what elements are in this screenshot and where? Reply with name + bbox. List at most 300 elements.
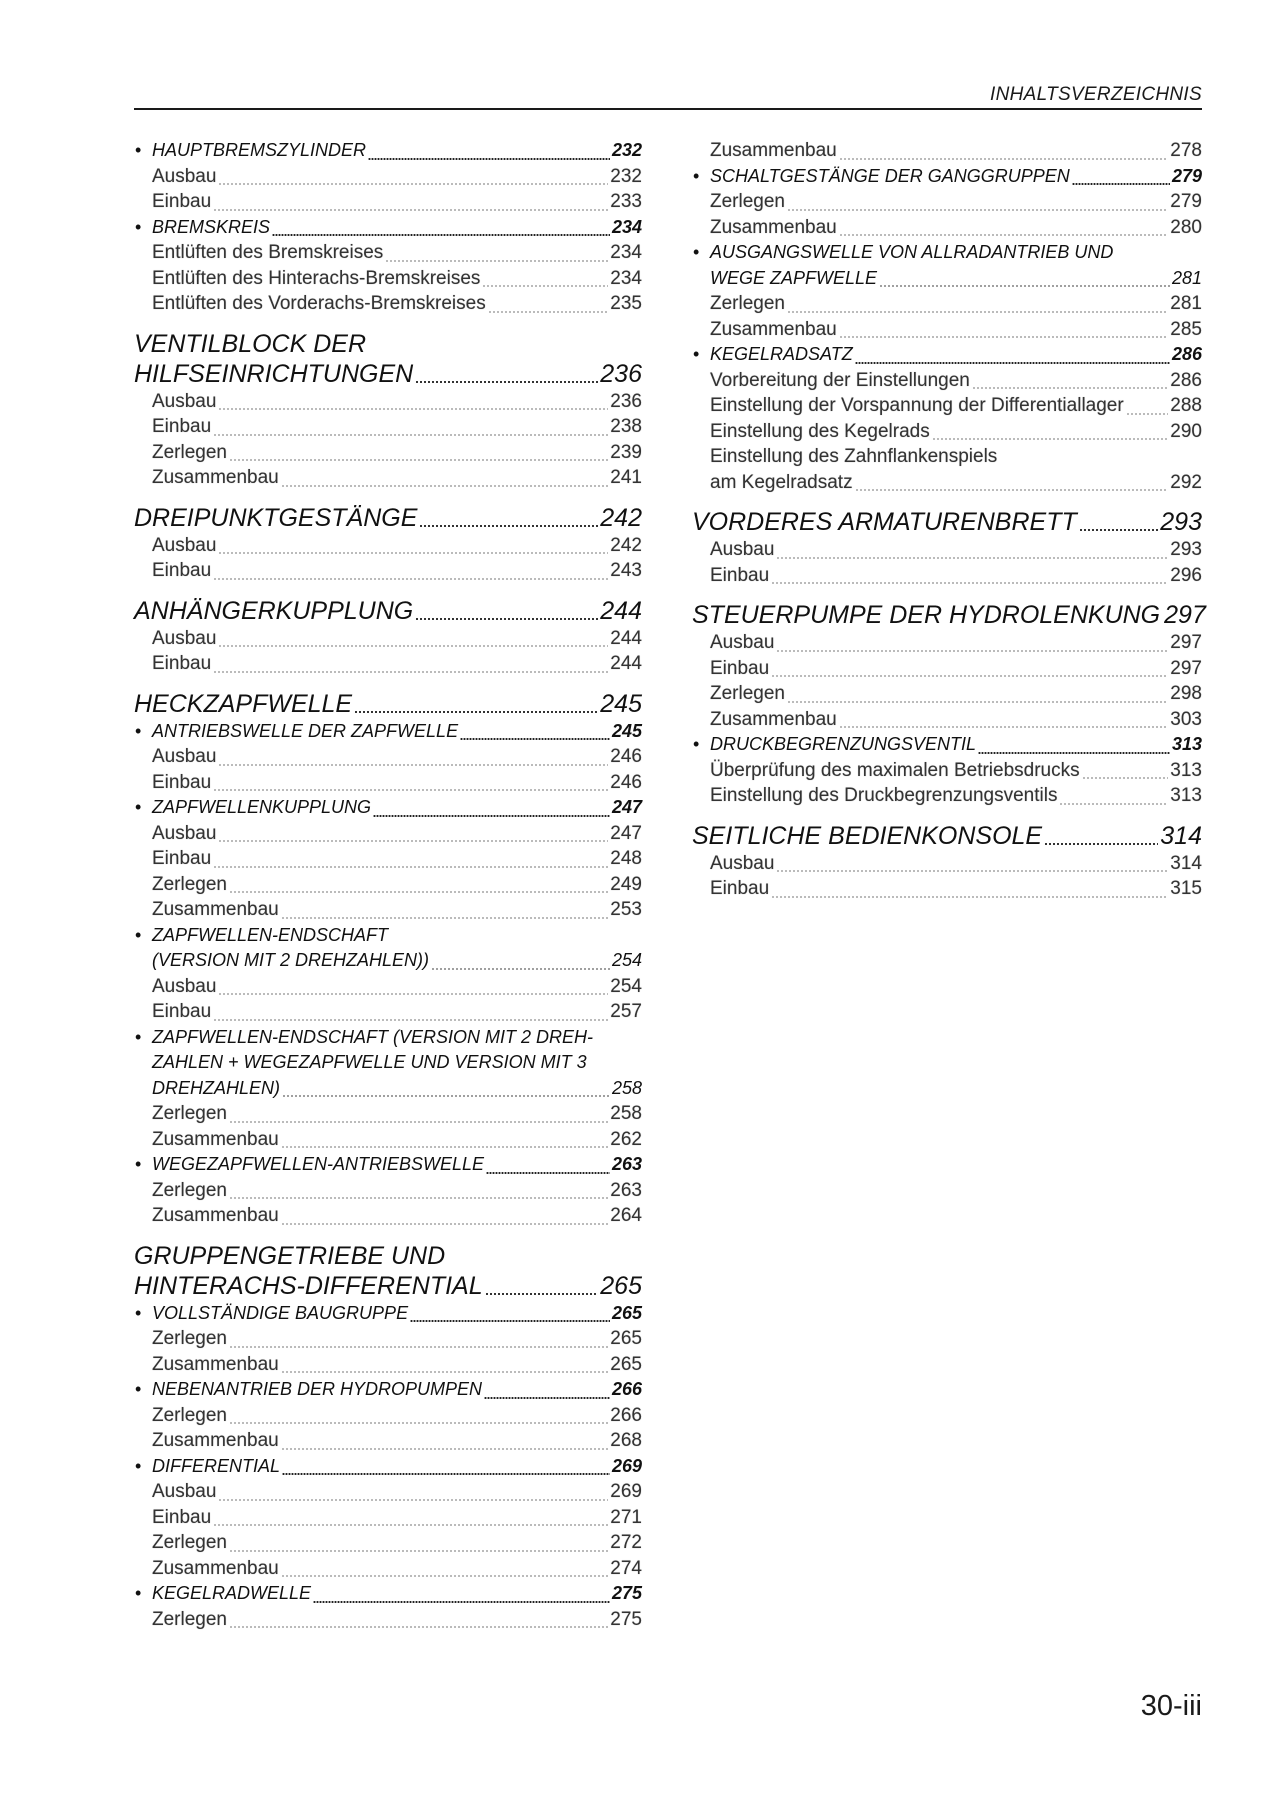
- toc-entry-title: Einbau: [710, 564, 770, 586]
- toc-entry-title: Überprüfung des maximalen Betriebsdrucks: [710, 759, 1080, 781]
- toc-entry-title: • BREMSKREIS: [152, 216, 271, 237]
- toc-subentry: [692, 189, 1202, 215]
- dot-leader: [1082, 777, 1169, 779]
- toc-entry-title: Zerlegen: [152, 1532, 227, 1553]
- toc-entry-title: Zerlegen: [152, 1103, 227, 1124]
- toc-bullet-entry: [692, 732, 1202, 758]
- toc-subentry: [134, 846, 642, 872]
- toc-page-number: 286: [1171, 344, 1202, 364]
- toc-page-number: 269: [610, 1481, 642, 1502]
- toc-page-number: 241: [610, 467, 642, 488]
- toc-page-number: 315: [1170, 878, 1202, 899]
- toc-entry-title: Entlüften des Hinterachs-Bremskreises: [152, 267, 481, 289]
- toc-page-number: 244: [610, 653, 642, 674]
- toc-page-number: 303: [1170, 708, 1202, 730]
- toc-page-number: 239: [610, 441, 642, 463]
- dot-leader: [776, 650, 1168, 652]
- toc-entry-title: Einbau: [710, 657, 770, 679]
- toc-page-number: 281: [1170, 293, 1202, 314]
- dot-leader: [839, 234, 1169, 236]
- toc-entry-title: Einbau: [152, 191, 212, 212]
- toc-page-number: 272: [610, 1532, 642, 1553]
- dot-leader: [229, 1550, 608, 1552]
- toc-entry-title: Zusammenbau: [152, 899, 279, 920]
- toc-subentry-line: [692, 444, 1202, 470]
- toc-subentry: [692, 630, 1202, 656]
- dot-leader: [272, 234, 610, 236]
- toc-section-heading-line: [134, 329, 642, 359]
- toc-entry-title: WEGE ZAPFWELLE: [710, 267, 878, 288]
- toc-subentry: [692, 656, 1202, 682]
- dot-leader: [354, 711, 598, 713]
- toc-subentry: [134, 1479, 642, 1505]
- toc-page-number: 269: [611, 1455, 642, 1476]
- toc-entry-title: Ausbau: [152, 627, 217, 649]
- toc-page-number: 258: [611, 1077, 642, 1098]
- toc-section-heading-line: [134, 1241, 642, 1271]
- dot-leader: [368, 158, 610, 160]
- toc-page-number: 236: [600, 359, 642, 388]
- toc-subentry: [134, 465, 642, 491]
- toc-entry-title: Entlüften des Bremskreises: [152, 242, 384, 263]
- toc-subentry: [134, 533, 642, 559]
- toc-page-number: 232: [610, 165, 642, 187]
- toc-page-number: 275: [611, 1583, 642, 1603]
- toc-page-number: 233: [610, 191, 642, 212]
- toc-entry-title: VORDERES ARMATURENBRETT: [692, 508, 1077, 536]
- toc-entry-title: Ausbau: [152, 390, 217, 412]
- toc-page-number: 279: [1170, 191, 1202, 212]
- toc-entry-title: STEUERPUMPE DER HYDROLENKUNG: [692, 601, 1161, 629]
- dot-leader: [218, 183, 608, 185]
- toc-page-number: 279: [1171, 165, 1202, 186]
- toc-section-heading: [134, 596, 642, 626]
- dot-leader: [1126, 413, 1169, 415]
- toc-subentry: [692, 368, 1202, 394]
- toc-page-number: 285: [1170, 318, 1202, 340]
- toc-subentry: [134, 414, 642, 440]
- toc-subentry: [692, 537, 1202, 563]
- toc-page-number: 246: [610, 746, 642, 767]
- toc-page-number: 263: [611, 1154, 642, 1174]
- dot-leader: [229, 1346, 608, 1348]
- dot-leader: [282, 1473, 610, 1475]
- toc-bullet-entry: [134, 1581, 642, 1607]
- dot-leader: [281, 917, 609, 919]
- dot-leader: [229, 459, 608, 461]
- toc-subentry: [134, 266, 642, 292]
- toc-subentry: [692, 470, 1202, 496]
- dot-leader: [229, 1422, 608, 1424]
- toc-subentry: [134, 291, 642, 317]
- toc-entry-title: Zusammenbau: [152, 1128, 279, 1150]
- dot-leader: [281, 1146, 609, 1148]
- toc-entry-title: Ausbau: [710, 539, 775, 560]
- toc-entry-title: DREHZAHLEN): [152, 1077, 281, 1098]
- dot-leader: [218, 993, 608, 995]
- dot-leader: [488, 311, 609, 313]
- toc-entry-title: Einbau: [152, 771, 212, 793]
- toc-subentry: [134, 770, 642, 796]
- toc-entry-title: • DIFFERENTIAL: [152, 1455, 281, 1476]
- toc-page-number: 293: [1160, 508, 1202, 536]
- toc-page-number: 265: [600, 1271, 642, 1300]
- dot-leader: [787, 701, 1168, 703]
- toc-bullet-entry: [134, 1301, 642, 1327]
- toc-entry-title: Einbau: [152, 1506, 212, 1528]
- dot-leader: [213, 578, 608, 580]
- dot-leader: [218, 764, 608, 766]
- dot-leader: [213, 671, 608, 673]
- toc-entry-title: Einbau: [152, 1001, 212, 1022]
- toc-subentry: [134, 1607, 642, 1633]
- dot-leader: [839, 158, 1169, 160]
- toc-section-heading: [134, 689, 642, 719]
- toc-entry-title: ZAPFWELLEN-ENDSCHAFT (VERSION MIT 2 DREH-: [152, 1026, 594, 1047]
- dot-leader: [281, 1371, 609, 1373]
- dot-leader: [776, 557, 1168, 559]
- toc-entry-title: Einbau: [152, 416, 212, 437]
- toc-entry-title: • ZAPFWELLENKUPPLUNG: [152, 797, 372, 817]
- toc-subentry: [692, 563, 1202, 589]
- dot-leader: [485, 1293, 599, 1295]
- toc-bullet-entry: [134, 1152, 642, 1178]
- toc-entry-title: Einbau: [152, 848, 212, 869]
- dot-leader: [932, 438, 1169, 440]
- toc-entry-title: Zusammenbau: [152, 1430, 279, 1451]
- dot-leader: [282, 1095, 610, 1097]
- dot-leader: [484, 1397, 610, 1399]
- running-header: INHALTSVERZEICHNIS: [990, 84, 1202, 105]
- toc-entry-title: Zusammenbau: [152, 1353, 279, 1375]
- toc-subentry: [134, 1403, 642, 1429]
- toc-page-number: 313: [1171, 734, 1202, 754]
- toc-entry-title: ANHÄNGERKUPPLUNG: [134, 596, 414, 625]
- toc-page-number: 246: [610, 771, 642, 793]
- toc-bullet-entry-line: [134, 923, 642, 949]
- toc-bullet-entry-cont: [692, 266, 1202, 292]
- toc-page-number: 243: [610, 560, 642, 581]
- toc-section-heading: [692, 600, 1206, 630]
- dot-leader: [218, 1499, 608, 1501]
- dot-leader: [229, 1121, 608, 1123]
- toc-subentry: [692, 291, 1202, 317]
- toc-subentry: [134, 651, 642, 677]
- dot-leader: [415, 381, 598, 383]
- toc-entry-title: SEITLICHE BEDIENKONSOLE: [692, 821, 1043, 850]
- toc-subentry: [692, 138, 1202, 164]
- toc-entry-title: • WEGEZAPFWELLEN-ANTRIEBSWELLE: [152, 1154, 485, 1174]
- toc-entry-title: VENTILBLOCK DER: [134, 329, 367, 358]
- dot-leader: [839, 726, 1169, 728]
- toc-page-number: 263: [610, 1179, 642, 1201]
- dot-leader: [218, 552, 608, 554]
- toc-entry-title: Ausbau: [152, 975, 217, 997]
- toc-entry-title: • SCHALTGESTÄNGE DER GANGGRUPPEN: [710, 165, 1070, 186]
- toc-bullet-entry: [692, 342, 1202, 368]
- toc-section-heading: [134, 359, 642, 389]
- toc-bullet-entry: [134, 1454, 642, 1480]
- toc-entry-title: GRUPPENGETRIEBE UND: [134, 1241, 446, 1270]
- toc-entry-title: Zusammenbau: [710, 216, 837, 238]
- toc-page-number: 242: [610, 534, 642, 556]
- dot-leader: [229, 1197, 608, 1199]
- toc-entry-title: Zerlegen: [152, 1404, 227, 1426]
- toc-page-number: 275: [610, 1608, 642, 1630]
- toc-page-number: 271: [610, 1506, 642, 1528]
- toc-page-number: 268: [610, 1430, 642, 1451]
- toc-page-number: 245: [611, 720, 642, 741]
- toc-subentry: [692, 393, 1202, 419]
- toc-entry-title: Ausbau: [152, 746, 217, 767]
- toc-entry-title: Ausbau: [152, 165, 217, 187]
- toc-entry-title: Entlüften des Vorderachs-Bremskreises: [152, 293, 486, 314]
- toc-entry-title: HILFSEINRICHTUNGEN: [134, 359, 414, 388]
- dot-leader: [385, 260, 608, 262]
- toc-entry-title: Zerlegen: [152, 1179, 227, 1201]
- dot-leader: [281, 1448, 609, 1450]
- toc-entry-title: Ausbau: [152, 822, 217, 844]
- toc-bullet-entry: [134, 215, 642, 241]
- dot-leader: [972, 387, 1168, 389]
- toc-bullet-entry-cont: [134, 948, 642, 974]
- dot-leader: [771, 582, 1168, 584]
- dot-leader: [281, 485, 609, 487]
- toc-entry-title: • ANTRIEBSWELLE DER ZAPFWELLE: [152, 720, 459, 741]
- toc-entry-title: Zerlegen: [152, 1328, 227, 1349]
- toc-page-number: 249: [610, 873, 642, 895]
- toc-page-number: 247: [611, 797, 642, 817]
- toc-subentry: [134, 821, 642, 847]
- dot-leader: [229, 1626, 608, 1628]
- toc-subentry: [692, 419, 1202, 445]
- toc-entry-title: Ausbau: [152, 1481, 217, 1502]
- toc-page-number: 234: [611, 216, 642, 237]
- toc-subentry: [134, 1556, 642, 1582]
- page-number: 30-iii: [1140, 1690, 1202, 1722]
- toc-left-column: [134, 138, 642, 1632]
- dot-leader: [855, 362, 1170, 364]
- toc-subentry: [692, 215, 1202, 241]
- toc-entry-title: Zusammenbau: [710, 708, 837, 730]
- dot-leader: [218, 840, 608, 842]
- toc-section-heading: [134, 1271, 642, 1301]
- dot-leader: [213, 789, 608, 791]
- toc-subentry: [134, 440, 642, 466]
- toc-subentry: [134, 897, 642, 923]
- dot-leader: [879, 285, 1170, 287]
- toc-bullet-entry: [134, 1377, 642, 1403]
- toc-entry-title: Ausbau: [710, 632, 775, 653]
- toc-entry-title: DREIPUNKTGESTÄNGE: [134, 503, 418, 532]
- toc-entry-title: Einbau: [152, 653, 212, 674]
- toc-subentry: [134, 872, 642, 898]
- toc-entry-title: Einstellung des Zahnflankenspiels: [710, 446, 998, 467]
- dot-leader: [771, 896, 1168, 898]
- toc-page-number: 292: [1170, 471, 1202, 493]
- toc-entry-title: • KEGELRADSATZ: [710, 344, 853, 364]
- toc-subentry: [692, 681, 1202, 707]
- toc-section-heading: [692, 507, 1202, 537]
- toc-bullet-entry: [134, 138, 642, 164]
- toc-entry-title: Einstellung der Vorspannung der Differentiallager: [710, 395, 1124, 416]
- toc-page-number: 266: [611, 1379, 642, 1399]
- dot-leader: [1044, 843, 1158, 845]
- toc-entry-title: HINTERACHS-DIFFERENTIAL: [134, 1271, 483, 1300]
- toc-page-number: 293: [1170, 539, 1202, 560]
- toc-entry-title: Einbau: [152, 560, 212, 581]
- dot-leader: [419, 525, 598, 527]
- toc-page-number: 242: [600, 503, 642, 532]
- dot-leader: [213, 434, 608, 436]
- dot-leader: [460, 738, 610, 740]
- toc-subentry: [134, 189, 642, 215]
- dot-leader: [1059, 803, 1168, 805]
- toc-entry-title: Zusammenbau: [152, 467, 279, 488]
- dot-leader: [410, 1320, 610, 1322]
- toc-bullet-entry: [134, 719, 642, 745]
- toc-entry-title: Zerlegen: [152, 441, 227, 463]
- toc-subentry: [692, 876, 1202, 902]
- toc-subentry: [134, 1352, 642, 1378]
- toc-page-number: 234: [610, 267, 642, 289]
- dot-leader: [218, 645, 608, 647]
- toc-bullet-entry: [134, 795, 642, 821]
- toc-page-number: 257: [610, 1001, 642, 1022]
- toc-page-number: 247: [610, 822, 642, 844]
- toc-page-number: 274: [610, 1557, 642, 1579]
- toc-entry-title: Zerlegen: [710, 683, 785, 704]
- toc-subentry: [134, 1101, 642, 1127]
- toc-page-number: 244: [600, 596, 642, 625]
- toc-page-number: 314: [1160, 821, 1202, 850]
- toc-bullet-entry: [692, 164, 1202, 190]
- toc-page-number: 280: [1170, 216, 1202, 238]
- toc-page-number: 245: [600, 689, 642, 718]
- toc-bullet-entry-line: [134, 1050, 642, 1076]
- toc-subentry: [134, 1203, 642, 1229]
- dot-leader: [415, 618, 598, 620]
- dot-leader: [229, 891, 608, 893]
- toc-entry-title: Einstellung des Kegelrads: [710, 420, 930, 442]
- toc-entry-title: • DRUCKBEGRENZUNGSVENTIL: [710, 734, 977, 754]
- toc-entry-title: Zusammenbau: [152, 1205, 279, 1226]
- toc-page-number: 265: [611, 1302, 642, 1323]
- toc-entry-title: Zerlegen: [710, 191, 785, 212]
- toc-page-number: 238: [610, 416, 642, 437]
- toc-subentry: [692, 707, 1202, 733]
- toc-page-number: 314: [1170, 852, 1202, 874]
- toc-page-number: 313: [1170, 759, 1202, 781]
- toc-subentry: [134, 240, 642, 266]
- toc-bullet-entry-cont: [134, 1076, 642, 1102]
- dot-leader: [482, 285, 608, 287]
- toc-page-number: 264: [610, 1205, 642, 1226]
- toc-page-number: 265: [610, 1328, 642, 1349]
- toc-page-number: 288: [1170, 395, 1202, 416]
- toc-page-number: 254: [610, 975, 642, 997]
- toc-subentry: [134, 1505, 642, 1531]
- toc-page-number: 254: [611, 950, 642, 970]
- dot-leader: [281, 1223, 609, 1225]
- toc-subentry: [692, 317, 1202, 343]
- toc-subentry: [134, 558, 642, 584]
- toc-page-number: 278: [1170, 140, 1202, 161]
- toc-section-heading: [134, 503, 642, 533]
- dot-leader: [787, 311, 1168, 313]
- toc-subentry: [134, 1178, 642, 1204]
- toc-page-number: 234: [610, 242, 642, 263]
- toc-page-number: 286: [1170, 369, 1202, 391]
- dot-leader: [771, 675, 1168, 677]
- toc-entry-title: Ausbau: [152, 534, 217, 556]
- toc-page-number: 297: [1170, 657, 1202, 679]
- toc-entry-title: • NEBENANTRIEB DER HYDROPUMPEN: [152, 1379, 483, 1399]
- dot-leader: [281, 1575, 609, 1577]
- toc-page-number: 297: [1170, 632, 1202, 653]
- toc-subentry: [134, 974, 642, 1000]
- dot-leader: [855, 489, 1169, 491]
- toc-page-number: 266: [610, 1404, 642, 1426]
- toc-page-number: 262: [610, 1128, 642, 1150]
- dot-leader: [431, 968, 610, 970]
- toc-entry-title: Zerlegen: [710, 293, 785, 314]
- toc-entry-title: Zerlegen: [152, 873, 227, 895]
- dot-leader: [839, 336, 1169, 338]
- toc-entry-title: Zerlegen: [152, 1608, 227, 1630]
- dot-leader: [1079, 529, 1159, 531]
- toc-page-number: 281: [1171, 267, 1202, 288]
- toc-subentry: [134, 389, 642, 415]
- toc-entry-title: Einstellung des Druckbegrenzungsventils: [710, 785, 1058, 806]
- toc-section-heading: [692, 821, 1202, 851]
- dot-leader: [213, 1524, 608, 1526]
- toc-subentry: [134, 164, 642, 190]
- dot-leader: [213, 1019, 608, 1021]
- header-rule: [134, 108, 1202, 110]
- toc-subentry: [134, 1326, 642, 1352]
- toc-bullet-entry-line: [134, 1025, 642, 1051]
- toc-entry-title: ZAHLEN + WEGEZAPFWELLE UND VERSION MIT 3: [152, 1052, 587, 1072]
- toc-page-number: 296: [1170, 564, 1202, 586]
- toc-entry-title: (VERSION MIT 2 DREHZAHLEN)): [152, 950, 430, 970]
- toc-subentry: [692, 851, 1202, 877]
- toc-page-number: 248: [610, 848, 642, 869]
- toc-bullet-entry-line: [692, 240, 1202, 266]
- toc-subentry: [134, 1428, 642, 1454]
- toc-subentry: [692, 783, 1202, 809]
- toc-entry-title: • HAUPTBREMSZYLINDER: [152, 140, 367, 160]
- toc-entry-title: AUSGANGSWELLE VON ALLRADANTRIEB UND: [710, 242, 1114, 262]
- toc-entry-title: Zusammenbau: [152, 1557, 279, 1579]
- dot-leader: [776, 870, 1168, 872]
- toc-page-number: 297: [1164, 601, 1206, 629]
- toc-right-column: [692, 138, 1206, 902]
- toc-entry-title: Ausbau: [710, 852, 775, 874]
- toc-page-number: 244: [610, 627, 642, 649]
- toc-entry-title: HECKZAPFWELLE: [134, 689, 353, 718]
- dot-leader: [213, 866, 608, 868]
- toc-subentry: [134, 1530, 642, 1556]
- toc-page-number: 235: [610, 293, 642, 314]
- toc-subentry: [134, 744, 642, 770]
- dot-leader: [373, 815, 610, 817]
- toc-subentry: [134, 1127, 642, 1153]
- toc-page-number: 290: [1170, 420, 1202, 442]
- toc-page-number: 298: [1170, 683, 1202, 704]
- toc-entry-title: ZAPFWELLEN-ENDSCHAFT: [152, 924, 389, 945]
- toc-page-number: 236: [610, 390, 642, 412]
